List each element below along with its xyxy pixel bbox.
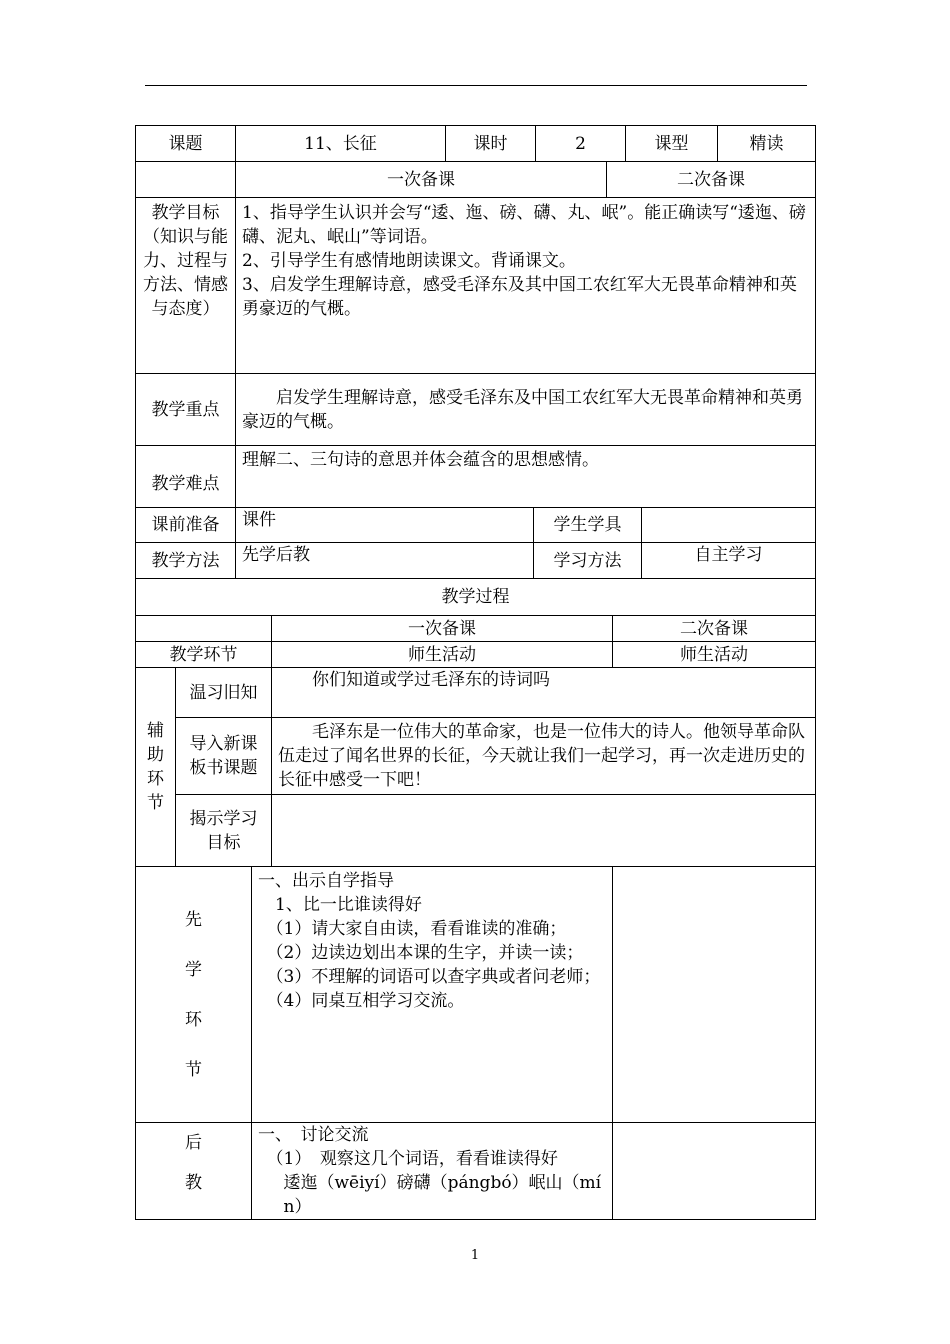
prelearn-char: 节 xyxy=(185,1059,202,1080)
postteach-char: 后 xyxy=(185,1133,202,1153)
type-label: 课型 xyxy=(626,126,718,162)
aux-stage-name: 导入新课板书课题 xyxy=(176,718,272,795)
hours-value: 2 xyxy=(536,126,626,162)
goal-line-1: 1、指导学生认识并会写“逶、迤、磅、礴、丸、岷”。能正确读写“逶迤、磅礴、泥丸、岷山”等词语。 xyxy=(242,203,806,247)
goals-content xyxy=(236,198,816,374)
prelearn-line: 一、出示自学指导 xyxy=(258,871,394,891)
first-prep-header: 一次备课 xyxy=(236,162,607,198)
student-tools-value xyxy=(642,508,816,543)
auxiliary-table xyxy=(135,667,816,867)
postteach-second-prep xyxy=(613,1123,816,1220)
postteach-line: 逶迤（wēiyí）磅礴（pángbó）岷山（mín） xyxy=(283,1173,602,1217)
prelearn-label xyxy=(136,867,252,1123)
learning-method-label: 学习方法 xyxy=(534,543,642,579)
process-second-prep: 二次备课 xyxy=(613,616,816,642)
prep-method-table xyxy=(135,507,816,616)
goals-label: 教学目标（知识与能力、过程与方法、情感与态度） xyxy=(136,198,236,374)
goal-line-2: 2、引导学生有感情地朗读课文。背诵课文。 xyxy=(242,251,576,271)
hours-label: 课时 xyxy=(446,126,536,162)
difficulty-text: 理解二、三句诗的意思并体会蕴含的思想感情。 xyxy=(236,446,816,508)
auxiliary-label xyxy=(136,668,176,867)
postteach-line: 一、 讨论交流 xyxy=(258,1125,369,1145)
type-value: 精读 xyxy=(718,126,816,162)
topic-value: 11、长征 xyxy=(236,126,446,162)
learning-method-value: 自主学习 xyxy=(642,543,816,579)
prelearn-line: （3）不理解的词语可以查字典或者问老师； xyxy=(266,967,601,987)
process-first-prep: 一次备课 xyxy=(272,616,613,642)
prelearn-char: 环 xyxy=(185,1009,202,1030)
lesson-info-table xyxy=(135,125,816,162)
prelearn-line: 1、比一比谁读得好 xyxy=(275,895,422,915)
preparation-label: 课前准备 xyxy=(136,508,236,543)
aux-char: 环 xyxy=(147,769,164,789)
goals-table xyxy=(135,161,816,198)
aux-char: 辅 xyxy=(147,721,164,741)
prelearn-line: （4）同桌互相学习交流。 xyxy=(266,991,465,1011)
aux-stage-content xyxy=(272,795,816,867)
method-value: 先学后教 xyxy=(236,543,534,579)
student-tools-label: 学生学具 xyxy=(534,508,642,543)
difficulty-label: 教学难点 xyxy=(136,446,236,508)
topic-label: 课题 xyxy=(136,126,236,162)
process-header-table xyxy=(135,615,816,668)
prelearn-line: （2）边读边划出本课的生字，并读一读； xyxy=(266,943,584,963)
process-title: 教学过程 xyxy=(136,579,816,616)
postteach-label xyxy=(136,1123,252,1220)
postteach-char: 教 xyxy=(185,1173,202,1193)
prelearn-content xyxy=(252,867,613,1123)
page-number: 1 xyxy=(470,1248,480,1263)
aux-char: 节 xyxy=(147,793,164,813)
prelearn-char: 学 xyxy=(185,959,202,980)
postteach-line: （1） 观察这几个词语，看看谁读得好 xyxy=(266,1149,558,1169)
goals-content-table xyxy=(135,197,816,508)
focus-label: 教学重点 xyxy=(136,374,236,446)
prelearn-char: 先 xyxy=(185,909,202,930)
learning-table xyxy=(135,866,816,1220)
aux-stage-name: 揭示学习目标 xyxy=(176,795,272,867)
activity-header-1: 师生活动 xyxy=(272,642,613,668)
aux-stage-content: 你们知道或学过毛泽东的诗词吗 xyxy=(272,668,816,718)
prelearn-second-prep xyxy=(613,867,816,1123)
focus-text: 启发学生理解诗意，感受毛泽东及中国工农红军大无畏革命精神和英勇豪迈的气概。 xyxy=(236,374,816,446)
blank-cell xyxy=(136,616,272,642)
postteach-content xyxy=(252,1123,613,1220)
prelearn-line: （1）请大家自由读，看看谁读的准确； xyxy=(266,919,567,939)
aux-stage-content: 毛泽东是一位伟大的革命家，也是一位伟大的诗人。他领导革命队伍走过了闻名世界的长征，今天就让我们一起学习，再一次走进历史的长征中感受一下吧！ xyxy=(272,718,816,795)
preparation-value: 课件 xyxy=(236,508,534,543)
aux-stage-name: 温习旧知 xyxy=(176,668,272,718)
goal-line-3: 3、启发学生理解诗意，感受毛泽东及其中国工农红军大无畏革命精神和英勇豪迈的气概。 xyxy=(242,275,797,319)
method-label: 教学方法 xyxy=(136,543,236,579)
stage-label: 教学环节 xyxy=(136,642,272,668)
activity-header-2: 师生活动 xyxy=(613,642,816,668)
blank-cell xyxy=(136,162,236,198)
aux-char: 助 xyxy=(147,745,164,765)
header-rule xyxy=(145,85,807,86)
second-prep-header: 二次备课 xyxy=(607,162,816,198)
